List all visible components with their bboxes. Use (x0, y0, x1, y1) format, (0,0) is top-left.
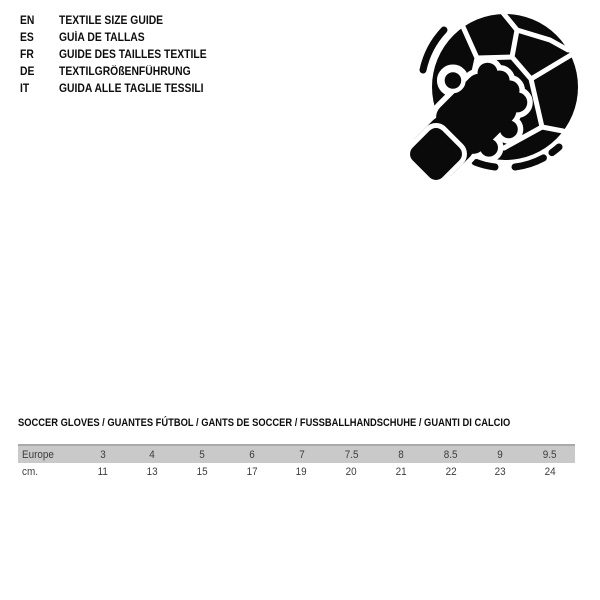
size-cell: 3 (78, 445, 128, 463)
size-cell: 8 (376, 445, 426, 463)
lang-label: TEXTILGRÖßENFÜHRUNG (59, 65, 191, 78)
lang-code: ES (20, 32, 34, 45)
cm-cell: 17 (246, 465, 258, 478)
cm-cell: 22 (445, 465, 457, 478)
row-label-europe: Europe (18, 445, 78, 463)
lang-code: FR (20, 48, 34, 61)
size-cell: 7 (277, 445, 327, 463)
cm-cell: 23 (494, 465, 506, 478)
size-guide-title: SOCCER GLOVES / GUANTES FÚTBOL / GANTS DE SOCCER / FUSSBALLHANDSCHUHE / GUANTI DI CALCIO (18, 417, 511, 429)
table-row-europe (18, 445, 575, 463)
cm-cell: 19 (296, 465, 308, 478)
size-cell: 7.5 (326, 445, 376, 463)
size-cell: 9 (476, 445, 526, 463)
lang-row-fr (20, 47, 223, 64)
size-cell: 4 (128, 445, 178, 463)
lang-code: IT (20, 82, 30, 95)
cm-cell: 20 (345, 465, 357, 478)
lang-label: GUÍA DE TALLAS (59, 32, 145, 45)
cm-cell: 15 (196, 465, 208, 478)
language-list (20, 13, 223, 97)
size-table (18, 444, 575, 480)
glove-touching-soccer-ball-icon (400, 0, 600, 200)
lang-label: GUIDE DES TAILLES TEXTILE (59, 48, 207, 61)
lang-label: TEXTILE SIZE GUIDE (59, 15, 164, 28)
lang-row-es (20, 30, 223, 47)
size-cell: 9.5 (525, 445, 575, 463)
lang-label: GUIDA ALLE TAGLIE TESSILI (59, 82, 204, 95)
lang-code: EN (20, 15, 35, 28)
lang-row-it (20, 80, 223, 97)
lang-code: DE (20, 65, 35, 78)
lang-row-en (20, 13, 223, 30)
cm-cell: 24 (544, 465, 556, 478)
size-cell: 6 (227, 445, 277, 463)
cm-cell: 13 (147, 465, 159, 478)
cm-cell: 21 (395, 465, 407, 478)
table-row-cm (18, 463, 575, 480)
size-cell: 5 (177, 445, 227, 463)
glove-ball-svg (400, 0, 600, 200)
cm-cell: 11 (97, 465, 108, 478)
row-label-cm: cm. (22, 465, 38, 478)
lang-row-de (20, 63, 223, 80)
size-cell: 8.5 (426, 445, 476, 463)
